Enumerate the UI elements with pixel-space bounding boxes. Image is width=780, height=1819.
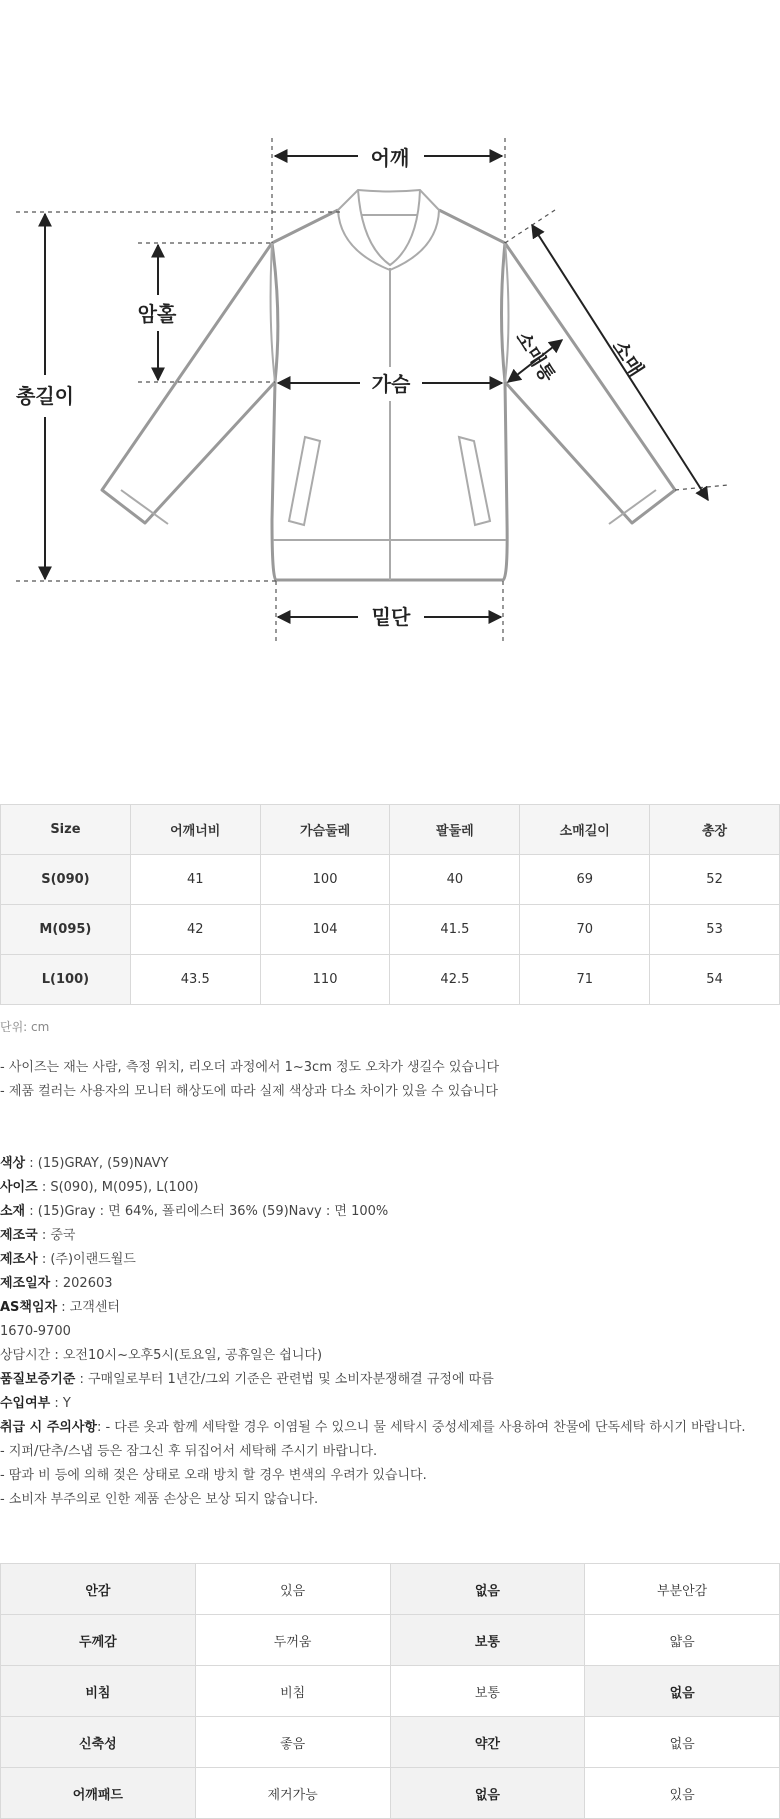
property-row-thickness: [1, 1615, 780, 1666]
info-import: [0, 1392, 746, 1416]
table-cell: 100: [260, 855, 390, 905]
info-value: : S(090), M(095), L(100): [37, 1180, 199, 1195]
table-cell: 110: [260, 955, 390, 1005]
table-cell: 70: [520, 905, 650, 955]
size-notes: [0, 1056, 499, 1104]
info-material: [0, 1200, 746, 1224]
property-name: 비침: [1, 1666, 196, 1717]
armhole-label: 암홀: [137, 302, 177, 326]
sleeve-label: 소매: [607, 335, 649, 381]
info-country: [0, 1224, 746, 1248]
size-table-header: Size: [1, 805, 131, 855]
property-row-see-through: [1, 1666, 780, 1717]
table-cell: 42: [130, 905, 260, 955]
property-option: 제거가능: [195, 1768, 390, 1819]
table-cell: 43.5: [130, 955, 260, 1005]
info-phone: 1670-9700: [0, 1324, 71, 1339]
info-sizes: [0, 1176, 746, 1200]
hem-label: 밑단: [371, 605, 411, 629]
product-info: [0, 1152, 746, 1512]
chest-label: 가슴: [371, 372, 411, 396]
property-option: 없음: [585, 1666, 780, 1717]
property-option: 있음: [585, 1768, 780, 1819]
size-table-header: 소매길이: [520, 805, 650, 855]
info-as: [0, 1296, 746, 1320]
info-warranty: [0, 1368, 746, 1392]
table-cell: 52: [650, 855, 780, 905]
property-option: 없음: [585, 1717, 780, 1768]
table-cell: 54: [650, 955, 780, 1005]
info-key: 제조국: [0, 1228, 38, 1243]
info-key: 취급 시 주의사항: [0, 1420, 97, 1435]
note-line: - 제품 컬러는 사용자의 모니터 해상도에 따라 실제 색상과 다소 차이가 있을 수 있습니다: [0, 1084, 498, 1099]
info-key: 제조일자: [0, 1276, 51, 1291]
property-name: 두께감: [1, 1615, 196, 1666]
info-manufacturer: [0, 1248, 746, 1272]
property-name: 신축성: [1, 1717, 196, 1768]
info-value: : (15)GRAY, (59)NAVY: [25, 1156, 169, 1171]
info-value: : Y: [50, 1396, 71, 1411]
info-value: : 구매일로부터 1년간/그외 기준은 관련법 및 소비자분쟁해결 규정에 따름: [75, 1372, 494, 1387]
property-option: 좋음: [195, 1717, 390, 1768]
size-name-cell: L(100): [1, 955, 131, 1005]
property-row-stretch: [1, 1717, 780, 1768]
property-table: [0, 1563, 780, 1819]
size-table-header-row: [1, 805, 780, 855]
care-line: - 지퍼/단추/스냅 등은 잠그신 후 뒤집어서 세탁해 주시기 바랍니다.: [0, 1444, 378, 1459]
property-option: 비침: [195, 1666, 390, 1717]
property-option: 얇음: [585, 1615, 780, 1666]
property-option: 두꺼움: [195, 1615, 390, 1666]
care-line: - 소비자 부주의로 인한 제품 손상은 보상 되지 않습니다.: [0, 1492, 319, 1507]
info-hours: 상담시간 : 오전10시~오후5시(토요일, 공휴일은 쉽니다): [0, 1348, 323, 1363]
sleeve-opening-label: 소매통: [511, 327, 560, 386]
size-table-header: 총장: [650, 805, 780, 855]
table-cell: 53: [650, 905, 780, 955]
table-row: [1, 905, 780, 955]
info-value: : 202603: [50, 1276, 113, 1291]
property-option: 부분안감: [585, 1564, 780, 1615]
info-value: : (주)이랜드월드: [37, 1252, 136, 1267]
property-option: 보통: [390, 1666, 585, 1717]
table-cell: 69: [520, 855, 650, 905]
info-care: [0, 1416, 746, 1440]
jacket-size-diagram: [0, 0, 780, 700]
size-table-header: 어깨너비: [130, 805, 260, 855]
total-length-label: 총길이: [16, 384, 74, 408]
table-cell: 40: [390, 855, 520, 905]
property-option: 약간: [390, 1717, 585, 1768]
info-key: AS책임자: [0, 1300, 58, 1315]
property-name: 안감: [1, 1564, 196, 1615]
table-cell: 104: [260, 905, 390, 955]
unit-note: 단위: cm: [0, 1020, 50, 1034]
info-value: : (15)Gray : 면 64%, 폴리에스터 36% (59)Navy : 면 100%: [25, 1204, 389, 1219]
size-table-header: 팔둘레: [390, 805, 520, 855]
table-row: [1, 855, 780, 905]
info-key: 색상: [0, 1156, 26, 1171]
size-name-cell: M(095): [1, 905, 131, 955]
property-option: 없음: [390, 1768, 585, 1819]
info-value: : 고객센터: [57, 1300, 120, 1315]
info-value: : 중국: [37, 1228, 76, 1243]
table-row: [1, 955, 780, 1005]
table-cell: 41: [130, 855, 260, 905]
info-value: : - 다른 옷과 함께 세탁할 경우 이염될 수 있으니 물 세탁시 중성세제를 사용하여 찬물에 단독세탁 하시기 바랍니다.: [96, 1420, 746, 1435]
table-cell: 71: [520, 955, 650, 1005]
size-table-header: 가슴둘레: [260, 805, 390, 855]
property-name: 어깨패드: [1, 1768, 196, 1819]
info-key: 사이즈: [0, 1180, 38, 1195]
size-table: [0, 804, 780, 1005]
info-color: [0, 1152, 746, 1176]
note-line: - 사이즈는 재는 사람, 측정 위치, 리오더 과정에서 1~3cm 정도 오차가 생길수 있습니다: [0, 1060, 500, 1075]
size-name-cell: S(090): [1, 855, 131, 905]
property-option: 있음: [195, 1564, 390, 1615]
info-key: 품질보증기준: [0, 1372, 76, 1387]
table-cell: 42.5: [390, 955, 520, 1005]
property-option: 없음: [390, 1564, 585, 1615]
info-key: 소재: [0, 1204, 26, 1219]
property-row-shoulder-pad: [1, 1768, 780, 1819]
property-row-lining: [1, 1564, 780, 1615]
info-key: 수입여부: [0, 1396, 51, 1411]
table-cell: 41.5: [390, 905, 520, 955]
info-key: 제조사: [0, 1252, 38, 1267]
info-date: [0, 1272, 746, 1296]
property-option: 보통: [390, 1615, 585, 1666]
shoulder-label: 어깨: [370, 146, 410, 170]
care-line: - 땀과 비 등에 의해 젖은 상태로 오래 방치 할 경우 변색의 우려가 있습니다.: [0, 1468, 427, 1483]
